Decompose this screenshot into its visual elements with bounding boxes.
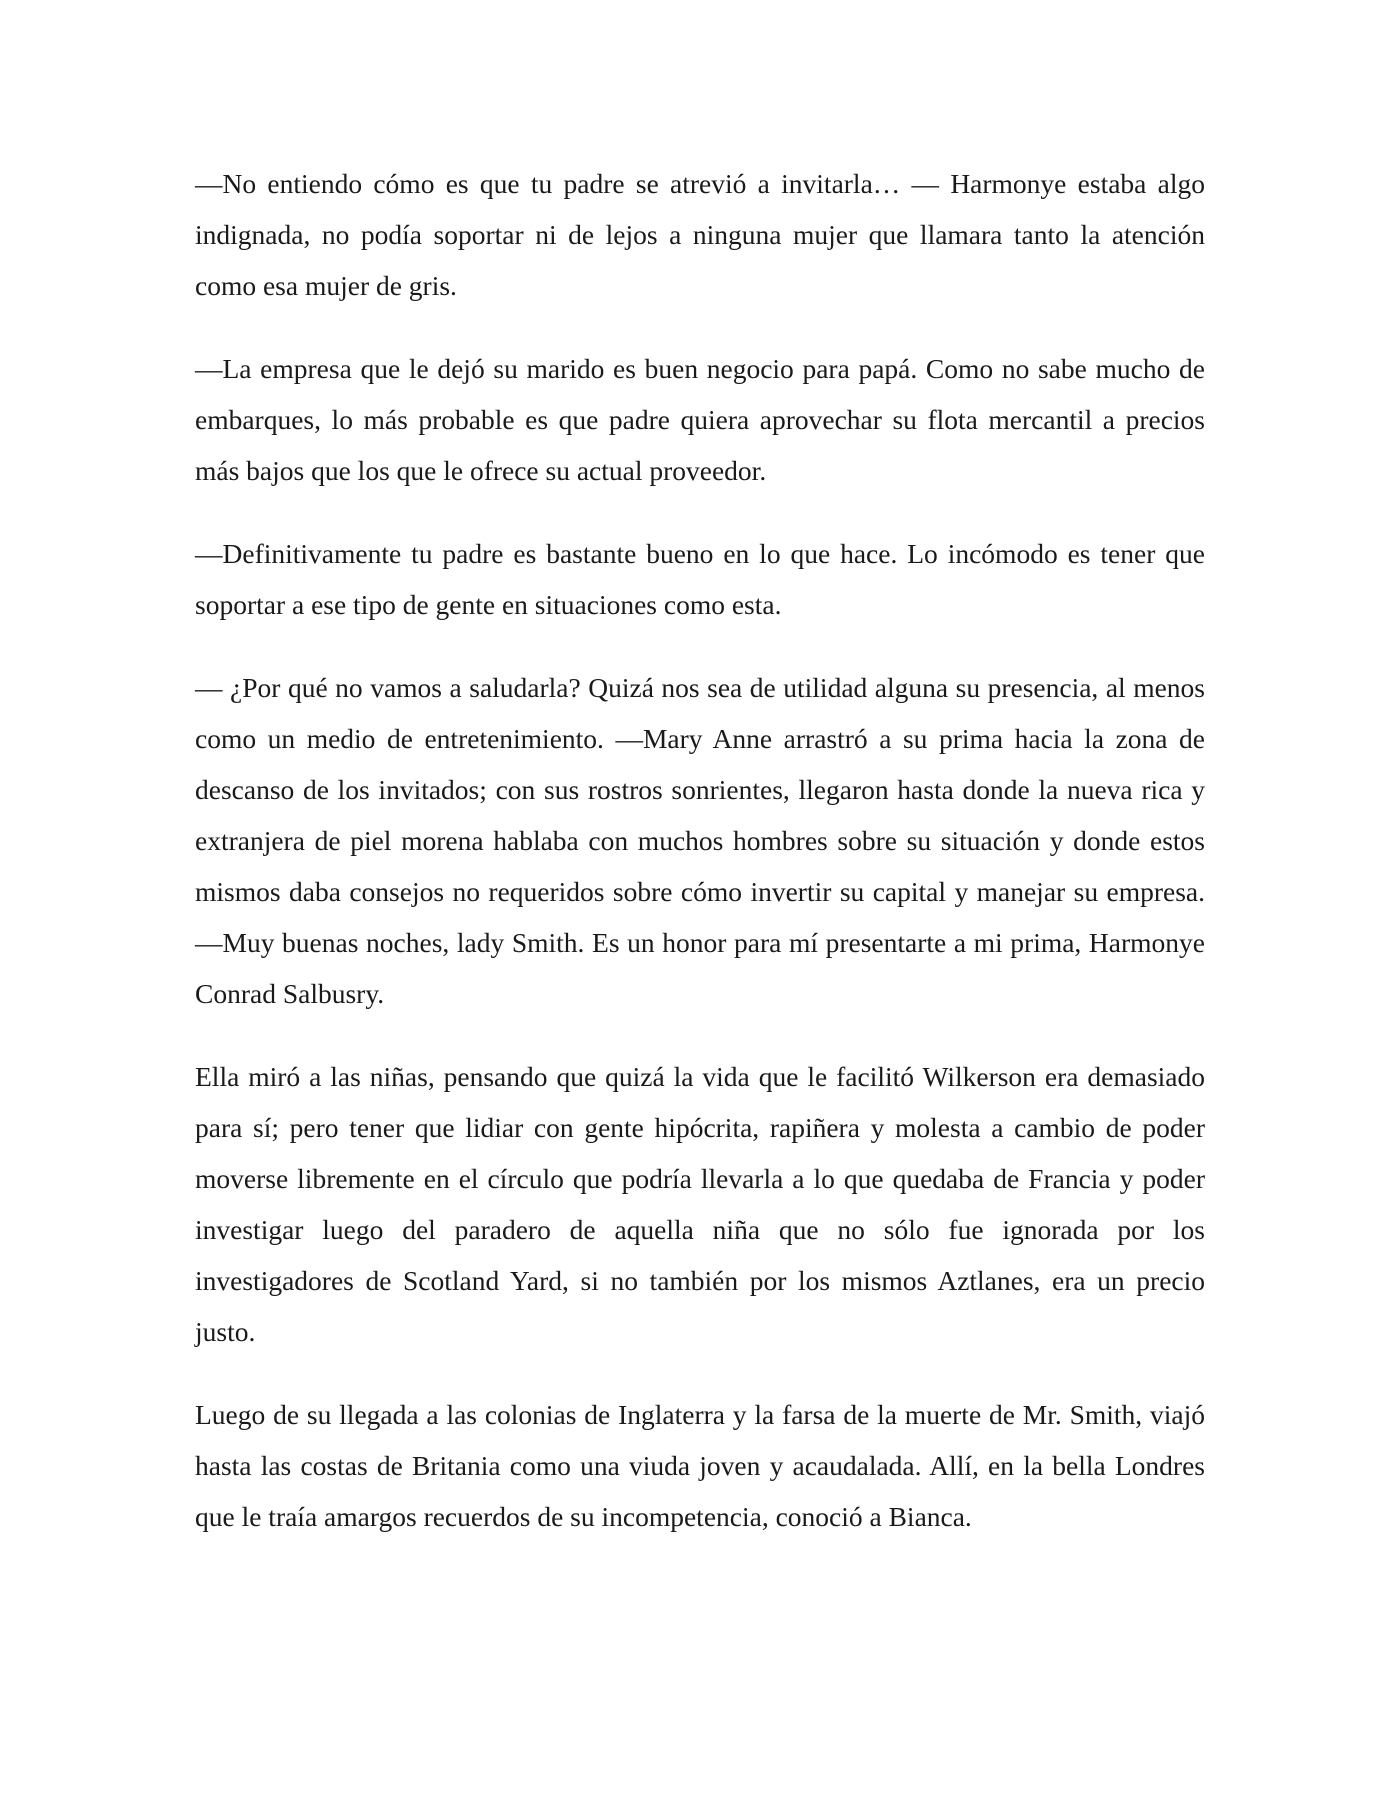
paragraph: Luego de su llegada a las colonias de Inglaterra y la farsa de la muerte de Mr. Smith, viajó hasta las costas de Britania como una viuda joven y acaudalada. Allí, en la bella Londres que le traía amargos recuerdos de su incompetencia, conoció a Bianca. xyxy=(195,1399,1205,1532)
paragraph: Ella miró a las niñas, pensando que quizá la vida que le facilitó Wilkerson era demasiado para sí; pero tener que lidiar con gente hipócrita, rapiñera y molesta a cambio de poder moverse libremente en el círculo que podría llevarla a lo que quedaba de Francia y poder investigar luego del paradero de aquella niña que no sólo fue ignorada por los investigadores de Scotland Yard, si no también por los mismos Aztlanes, era un precio justo. xyxy=(195,1061,1205,1347)
paragraph: —No entiendo cómo es que tu padre se atrevió a invitarla… — Harmonye estaba algo indignada, no podía soportar ni de lejos a ninguna mujer que llamara tanto la atención como esa mujer de gris. xyxy=(195,168,1205,301)
paragraph: — ¿Por qué no vamos a saludarla? Quizá nos sea de utilidad alguna su presencia, al menos como un medio de entretenimiento. —Mary Anne arrastró a su prima hacia la zona de descanso de los invitados; con sus rostros sonrientes, llegaron hasta donde la nueva rica y extranjera de piel morena hablaba con muchos hombres sobre su situación y donde estos mismos daba consejos no requeridos sobre cómo invertir su capital y manejar su empresa. —Muy buenas noches, lady Smith. Es un honor para mí presentarte a mi prima, Harmonye Conrad Salbusry. xyxy=(195,672,1205,1009)
paragraph: —La empresa que le dejó su marido es buen negocio para papá. Como no sabe mucho de embarques, lo más probable es que padre quiera aprovechar su flota mercantil a precios más bajos que los que le ofrece su actual proveedor. xyxy=(195,353,1205,486)
paragraph: —Definitivamente tu padre es bastante bueno en lo que hace. Lo incómodo es tener que soportar a ese tipo de gente en situaciones como esta. xyxy=(195,538,1205,620)
document-page xyxy=(195,158,1205,1574)
